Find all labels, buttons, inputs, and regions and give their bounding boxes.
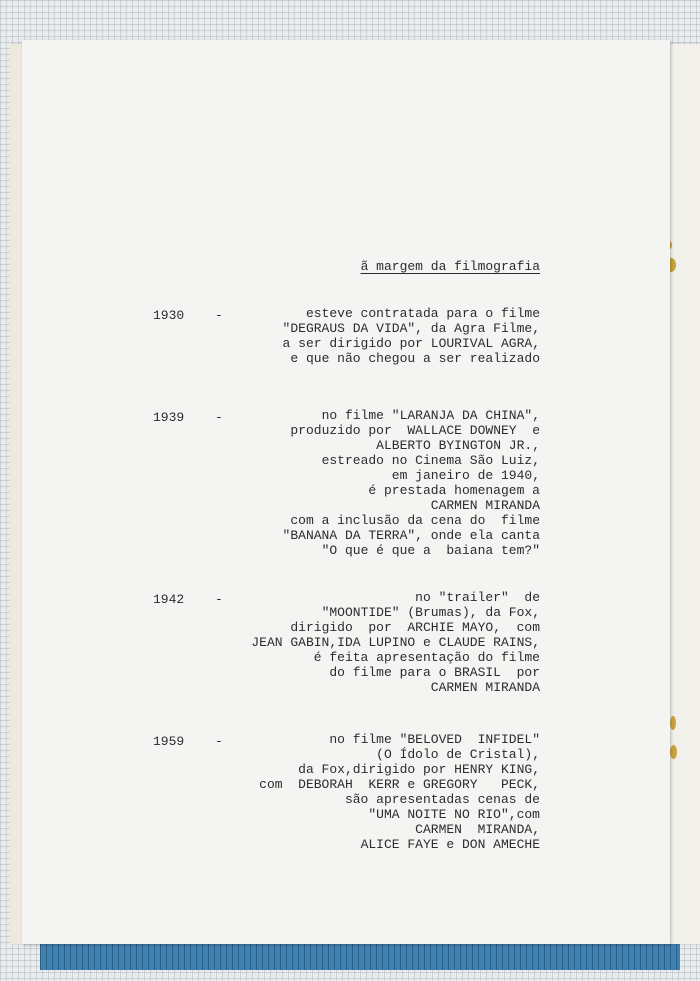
background-blue-strip: [40, 940, 680, 970]
entry-line: com a inclusão da cena do filme: [290, 513, 540, 528]
entry-line: ALBERTO BYINGTON JR.,: [376, 438, 540, 453]
paper-stain: [670, 716, 676, 730]
entry-dash: -: [215, 734, 223, 749]
entry-line: no "trailer" de: [415, 590, 540, 605]
entry-line: CARMEN MIRANDA,: [415, 822, 540, 837]
entry-line: da Fox,dirigido por HENRY KING,: [298, 762, 540, 777]
paper-stain: [670, 745, 677, 759]
entry-year: 1959: [153, 734, 185, 749]
entry-line: é feita apresentação do filme: [313, 650, 540, 665]
entry-line: esteve contratada para o filme: [305, 306, 540, 321]
entry-line: em janeiro de 1940,: [391, 468, 540, 483]
entry-line: do filme para o BRASIL por: [329, 665, 540, 680]
entry-dash: -: [215, 308, 223, 323]
entry-line: "O que é que a baiana tem?": [321, 543, 540, 558]
entry-line: estreado no Cinema São Luiz,: [321, 453, 540, 468]
document-page: [22, 40, 670, 944]
entry-line: CARMEN MIRANDA: [430, 680, 540, 695]
entry-line: (O Ídolo de Cristal),: [376, 747, 540, 762]
entry-year: 1942: [153, 592, 185, 607]
entry-year: 1939: [153, 410, 185, 425]
entry-line: é prestada homenagem a: [368, 483, 540, 498]
page-heading: ã margem da filmografia: [360, 259, 540, 274]
entry-year: 1930: [153, 308, 185, 323]
entry-line: "UMA NOITE NO RIO",com: [368, 807, 540, 822]
entry-line: dirigido por ARCHIE MAYO, com: [290, 620, 540, 635]
entry-line: no filme "LARANJA DA CHINA",: [321, 408, 540, 423]
entry-dash: -: [215, 592, 223, 607]
entry-line: com DEBORAH KERR e GREGORY PECK,: [259, 777, 540, 792]
entry-line: ALICE FAYE e DON AMECHE: [360, 837, 540, 852]
facing-page-edge: [668, 44, 700, 944]
entry-line: "DEGRAUS DA VIDA", da Agra Filme,: [282, 321, 540, 336]
entry-line: são apresentadas cenas de: [344, 792, 540, 807]
entry-line: JEAN GABIN,IDA LUPINO e CLAUDE RAINS,: [251, 635, 540, 650]
entry-line: produzido por WALLACE DOWNEY e: [290, 423, 540, 438]
entry-dash: -: [215, 410, 223, 425]
entry-line: "MOONTIDE" (Brumas), da Fox,: [321, 605, 540, 620]
entry-line: e que não chegou a ser realizado: [290, 351, 540, 366]
entry-line: no filme "BELOVED INFIDEL": [329, 732, 540, 747]
entry-line: "BANANA DA TERRA", onde ela canta: [282, 528, 540, 543]
entry-line: CARMEN MIRANDA: [430, 498, 540, 513]
entry-line: a ser dirigido por LOURIVAL AGRA,: [282, 336, 540, 351]
